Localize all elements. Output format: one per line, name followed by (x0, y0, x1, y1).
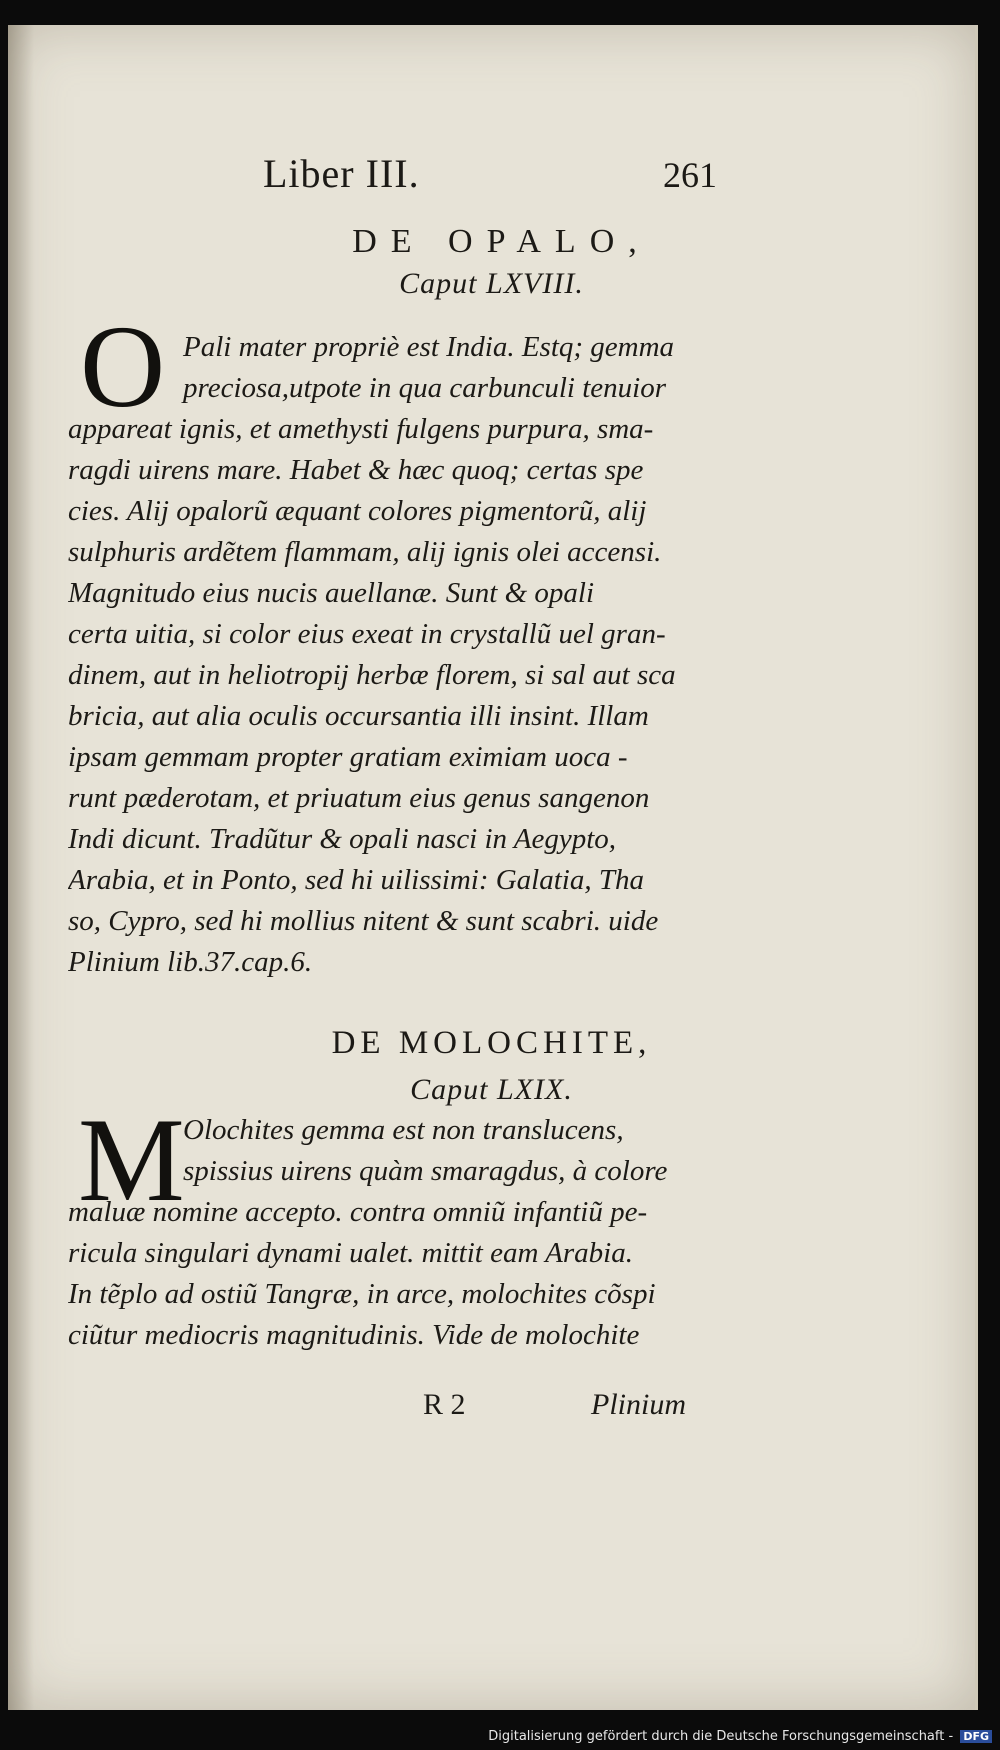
text-line: runt pæderotam, et priuatum eius genus sangenon (68, 782, 650, 814)
section-title-molochite: DE MOLOCHITE, (331, 1025, 652, 1061)
drop-cap-o: O (80, 301, 166, 432)
text-line: ciũtur mediocris magnitudinis. Vide de molochite (68, 1319, 640, 1351)
catchword: Plinium (591, 1388, 686, 1421)
text-line: dinem, aut in heliotropij herbæ florem, si sal aut sca (68, 659, 676, 691)
text-line: certa uitia, si color eius exeat in crystallũ uel gran- (68, 618, 666, 650)
text-line: ricula singulari dynami ualet. mittit eam Arabia. (68, 1237, 633, 1269)
text-line: Pali mater propriè est India. Estq; gemma (183, 331, 675, 363)
running-head (8, 150, 975, 210)
text-line: appareat ignis, et amethysti fulgens purpura, sma- (68, 413, 654, 445)
text-line: Magnitudo eius nucis auellanæ. Sunt & opali (68, 577, 595, 609)
text-line: In tẽplo ad ostiũ Tangræ, in arce, molochites cõspi (68, 1278, 656, 1310)
text-line: Arabia, et in Ponto, sed hi uilissimi: Galatia, Tha (68, 864, 644, 896)
molochite-text-block (68, 1110, 723, 1356)
text-line: sulphuris ardẽtem flammam, alij ignis olei accensi. (68, 536, 662, 568)
text-line: preciosa,utpote in qua carbunculi tenuior (183, 372, 667, 404)
text-line: so, Cypro, sed hi mollius nitent & sunt scabri. uide (68, 905, 659, 937)
chapter-label-68: Caput LXVIII. (399, 267, 584, 300)
dfg-logo: DFG (960, 1730, 992, 1743)
text-line: cies. Alij opalorũ æquant colores pigmentorũ, alij (68, 495, 647, 527)
text-line: spissius uirens quàm smaragdus, à colore (183, 1155, 668, 1187)
text-line: Olochites gemma est non translucens, (183, 1114, 624, 1146)
book-page (8, 25, 978, 1710)
section-title-opalo: DE OPALO, (352, 223, 651, 260)
drop-cap-m: M (78, 1093, 185, 1226)
text-line: ragdi uirens mare. Habet & hæc quoq; certas spe (68, 454, 644, 486)
digitization-credit (488, 1729, 992, 1744)
text-line: Plinium lib.37.cap.6. (68, 946, 313, 978)
text-line: maluæ nomine accepto. contra omniũ infantiũ pe- (68, 1196, 648, 1228)
credit-text: Digitalisierung gefördert durch die Deutsche Forschungsgemeinschaft - (488, 1729, 954, 1744)
text-line: ipsam gemmam propter gratiam eximiam uoca - (68, 741, 628, 773)
chapter-label-69: Caput LXIX. (410, 1073, 573, 1106)
text-line: bricia, aut alia oculis occursantia illi insint. Illam (68, 700, 649, 732)
opalo-text-block (68, 327, 723, 983)
running-head-title: Liber III. (263, 151, 420, 196)
page-number: 261 (663, 155, 717, 195)
text-line: Indi dicunt. Tradũtur & opali nasci in Aegypto, (68, 823, 617, 855)
signature-mark: R 2 (423, 1388, 466, 1421)
